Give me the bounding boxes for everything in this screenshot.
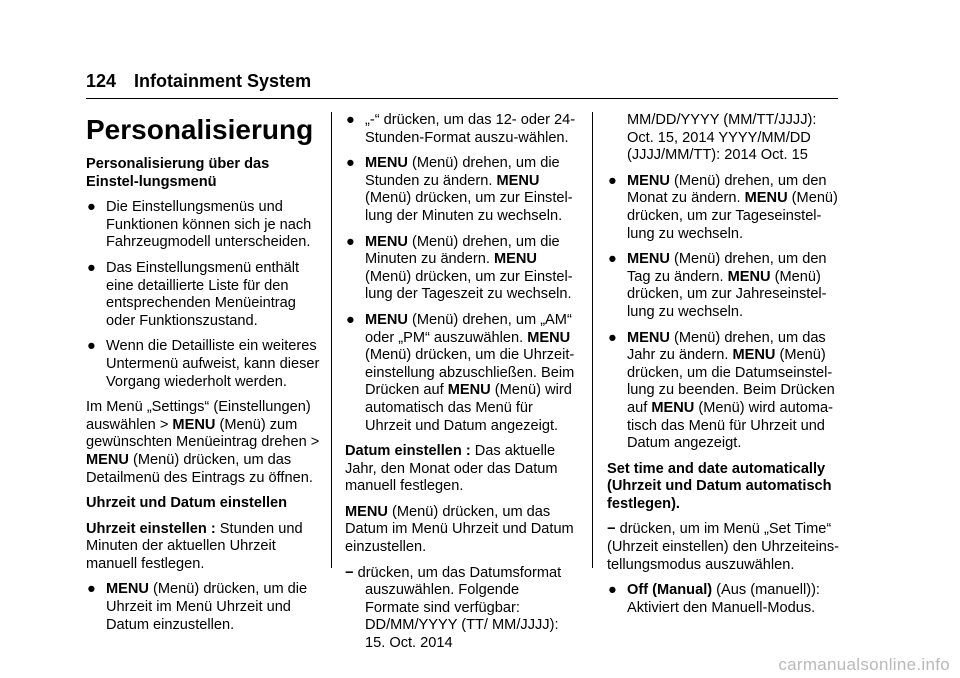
bullet-icon: ●: [87, 259, 96, 276]
column-2: [345, 112, 577, 661]
subheading-settings-menu: Personalisierung über das Einstel-lungsmenü: [86, 156, 270, 190]
bullet-icon: ●: [608, 172, 617, 189]
column-3: [607, 112, 842, 625]
paragraph-settings-nav: Im Menü „Settings“ (Einstellungen) auswählen > MENU (Menü) zum gewünschten Menüeintrag drehen > MENU (Menü) drücken, um das Detailmenü des Eintrags zu öffnen.: [86, 399, 320, 486]
paragraph-date-format: − drücken, um das Datumsformat auszuwählen. Folgende Formate sind verfügbar: DD/MM/YYYY (TT/ MM/JJJJ): 15. Oct. 2014: [345, 564, 562, 652]
list-item: ● Off (Manual) (Aus (manuell)): Aktiviert den Manuell-Modus.: [608, 582, 820, 616]
subheading-auto-time: Set time and date automatically (Uhrzeit und Datum automatisch festlegen).: [607, 460, 832, 512]
bullet-icon: ●: [87, 581, 96, 598]
watermark: carmanualsonline.info: [778, 655, 950, 675]
bullet-icon: ●: [346, 311, 355, 328]
list-item: ● Wenn die Detailliste ein weiteres Untermenü aufweist, kann dieser Vorgang wiederholt werden.: [87, 338, 320, 390]
bullet-icon: ●: [87, 199, 96, 216]
paragraph-set-time-mode: − drücken, um im Menü „Set Time“ (Uhrzeit einstellen) den Uhrzeiteins-tellungsmodus auszuwählen.: [607, 521, 839, 573]
subheading-time-date: Uhrzeit und Datum einstellen: [86, 495, 288, 512]
header-rule: [86, 98, 838, 99]
list-item: ● Das Einstellungsmenü enthält eine detaillierte Liste für den entsprechenden Menüeintrag oder Funktionszustand.: [87, 259, 300, 329]
running-header: [86, 70, 311, 92]
paragraph-set-date: Datum einstellen : Das aktuelle Jahr, den Monat oder das Datum manuell festlegen.: [345, 443, 558, 495]
list-item: ● MENU (Menü) drehen, um die Minuten zu ändern. MENU (Menü) drücken, um zur Einstel-lung der Tageszeit zu wechseln.: [346, 233, 573, 303]
list-item: ● MENU (Menü) drücken, um die Uhrzeit im Menü Uhrzeit und Datum einzustellen.: [87, 581, 308, 633]
bullet-icon: ●: [608, 582, 617, 599]
list-item: ● MENU (Menü) drehen, um den Monat zu ändern. MENU (Menü) drücken, um zur Tageseinstel-lung zu wechseln.: [608, 172, 838, 242]
paragraph-set-time: Uhrzeit einstellen : Stunden und Minuten der aktuellen Uhrzeit manuell festlegen.: [86, 520, 303, 572]
bullet-icon: ●: [346, 233, 355, 250]
list-item: ● Die Einstellungsmenüs und Funktionen können sich je nach Fahrzeugmodell unterscheiden.: [87, 199, 312, 251]
bullet-icon: ●: [87, 338, 96, 355]
column-divider-right: [592, 112, 593, 568]
date-format-list: MM/DD/YYYY (MM/TT/JJJJ): Oct. 15, 2014 YYYY/MM/DD (JJJJ/MM/TT): 2014 Oct. 15: [627, 112, 817, 164]
bullet-icon: ●: [608, 329, 617, 346]
paragraph-menu-date: MENU (Menü) drücken, um das Datum im Menü Uhrzeit und Datum einzustellen.: [345, 503, 574, 556]
list-item: ● „-“ drücken, um das 12- oder 24-Stunden-Format auszu-wählen.: [346, 112, 576, 146]
chapter-title: Infotainment System: [134, 71, 312, 91]
bullet-icon: ●: [608, 251, 617, 268]
section-heading: Personalisierung: [86, 114, 314, 145]
list-item: ● MENU (Menü) drehen, um die Stunden zu ändern. MENU (Menü) drücken, um zur Einstel-lung der Minuten zu wechseln.: [346, 155, 573, 224]
page-number: 124: [86, 71, 117, 91]
list-item: ● MENU (Menü) drehen, um „AM“ oder „PM“ auszuwählen. MENU (Menü) drücken, um die Uhrzeit-einstellung abzuschließen. Beim Drücken auf MENU (Menü) wird automatisch das Menü für Uhrzeit und Datum angezeigt.: [346, 311, 575, 434]
column-1: [86, 112, 326, 642]
bullet-icon: ●: [346, 112, 355, 128]
list-item: ● MENU (Menü) drehen, um den Tag zu ändern. MENU (Menü) drücken, um zur Jahreseinstel-lung zu wechseln.: [608, 251, 827, 320]
column-divider-left: [331, 112, 332, 568]
list-item: ● MENU (Menü) drehen, um das Jahr zu ändern. MENU (Menü) drücken, um die Datumseinstel-lung zu beenden. Beim Drücken auf MENU (Menü) wird automa-tisch das Menü für Uhrzeit und Datum angezeigt.: [608, 329, 835, 452]
bullet-icon: ●: [346, 155, 355, 172]
